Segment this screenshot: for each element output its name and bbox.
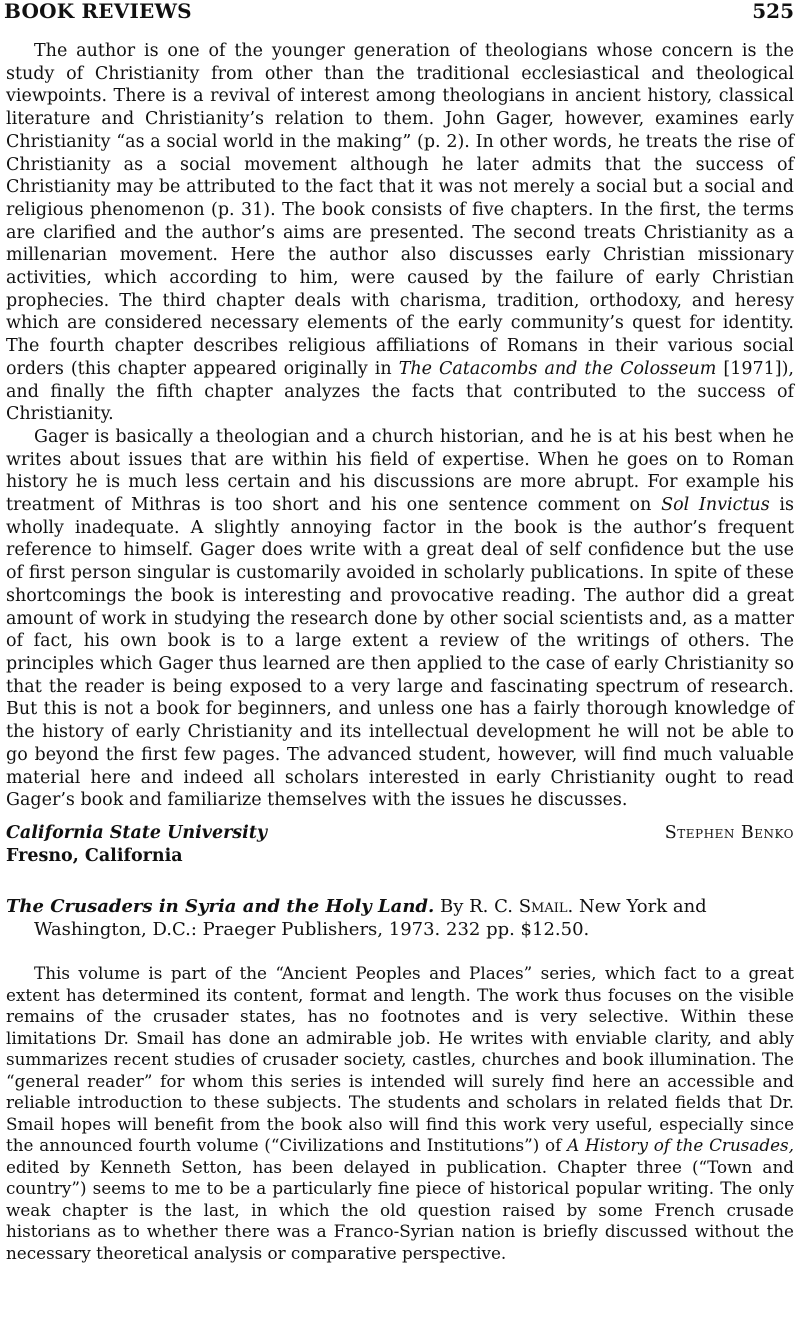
section-title: BOOK REVIEWS xyxy=(4,0,192,23)
institution-location: Fresno, California xyxy=(6,845,183,866)
text-run: [1971]), and finally the fifth chapter analyzes the facts that contributed to the success of Christianity. xyxy=(6,358,794,425)
cited-title: Sol Invictus xyxy=(661,495,770,516)
institution-name: California State University xyxy=(6,822,268,843)
review1-paragraph-1 xyxy=(6,40,794,426)
review2-book-heading xyxy=(6,896,794,941)
page-number: 525 xyxy=(752,0,794,23)
text-run: is wholly inadequate. A slightly annoying factor in the book is the author’s frequent reference to himself. Gager does write with a great deal of self confidence but the use of first person singular is customarily avoided in scholarly publications. In spite of these shortcomings the book is interesting and provocative reading. The author did a great amount of work in studying the research done by other social scientists and, as a matter of fact, his own book is to a large extent a review of the writings of others. The principles which Gager thus learned are then applied to the case of early Christianity so that the reader is being exposed to a very large and fascinating spectrum of research. But this is not a book for beginners, and unless one has a fairly thorough knowledge of the history of early Christianity and its intellectual development he will not be able to go beyond the first few pages. The advanced student, however, will find much valuable material here and indeed all scholars interested in early Christianity ought to read Gager’s book and familiarize themselves with the issues he discusses. xyxy=(6,495,794,811)
review2-body xyxy=(6,963,794,1264)
book-author: R. C. Smail. xyxy=(469,895,574,917)
text-run: edited by Kenneth Setton, has been delayed in publication. Chapter three (“Town and country”) seems to me to be a particularly fine piece of historical popular writing. The only weak chapter is the last, in which the old question raised by some French crusade historians as to whether there was a Franco-Syrian nation is briefly discussed without the necessary theoretical analysis or comparative perspective. xyxy=(6,1156,794,1263)
text-run: The author is one of the younger generation of theologians whose concern is the study of Christianity from other than the traditional ecclesiastical and theological viewpoints. There is a revival of interest among theologians in ancient history, classical literature and Christianity’s relation to them. John Gager, however, examines early Christianity “as a social world in the making” (p. 2). In other words, he treats the rise of Christianity as a social movement although he later admits that the success of Christianity may be attributed to the fact that it was not merely a social but a social and religious phenomenon (p. 31). The book consists of five chapters. In the first, the terms are clarified and the author’s aims are presented. The second treats Christianity as a millenarian movement. Here the author also discusses early Christian missionary activities, which according to him, were caused by the failure of early Christian prophecies. The third chapter deals with charisma, tradition, orthodoxy, and heresy which are considered necessary elements of the early community’s quest for identity. The fourth chapter describes religious affiliations of Romans in their various social orders (this chapter appeared originally in xyxy=(6,41,794,379)
publication-info: New York and Washington, D.C.: Praeger Publishers, 1973. 232 pp. $12.50. xyxy=(34,895,707,940)
reviewer-institution xyxy=(6,822,267,867)
text-run: This volume is part of the “Ancient Peoples and Places” series, which fact to a great extent has determined its content, format and length. The work thus focuses on the visible remains of the crusader states, has no footnotes and is very selective. Within these limitations Dr. Smail has done an admirable job. He writes with enviable clarity, and ably summarizes recent studies of crusader society, castles, churches and book illumination. The “general reader” for whom this series is intended will surely find here an accessible and reliable introduction to these subjects. The students and scholars in related fields that Dr. Smail hopes will benefit from the book also will find this work very useful, especially since the announced fourth volume (“Civilizations and Institutions”) of xyxy=(6,963,794,1156)
review1-signature xyxy=(6,822,794,869)
review2-paragraph-1 xyxy=(6,963,794,1264)
reviewer-name: Stephen Benko xyxy=(664,822,794,843)
cited-title: A History of the Crusades, xyxy=(567,1135,795,1156)
book-title: The Crusaders in Syria and the Holy Land. xyxy=(6,895,435,917)
text-run: Gager is basically a theologian and a church historian, and he is at his best when he writes about issues that are within his field of expertise. When he goes on to Roman history he is much less certain and his discussions are more abrupt. For example his treatment of Mithras is too short and his one sentence comment on xyxy=(6,426,794,516)
article-body xyxy=(6,40,794,1264)
review1-paragraph-2 xyxy=(6,426,794,812)
by-label: By xyxy=(434,895,470,917)
running-head xyxy=(0,0,800,26)
cited-title: The Catacombs and the Colosseum xyxy=(398,358,717,379)
